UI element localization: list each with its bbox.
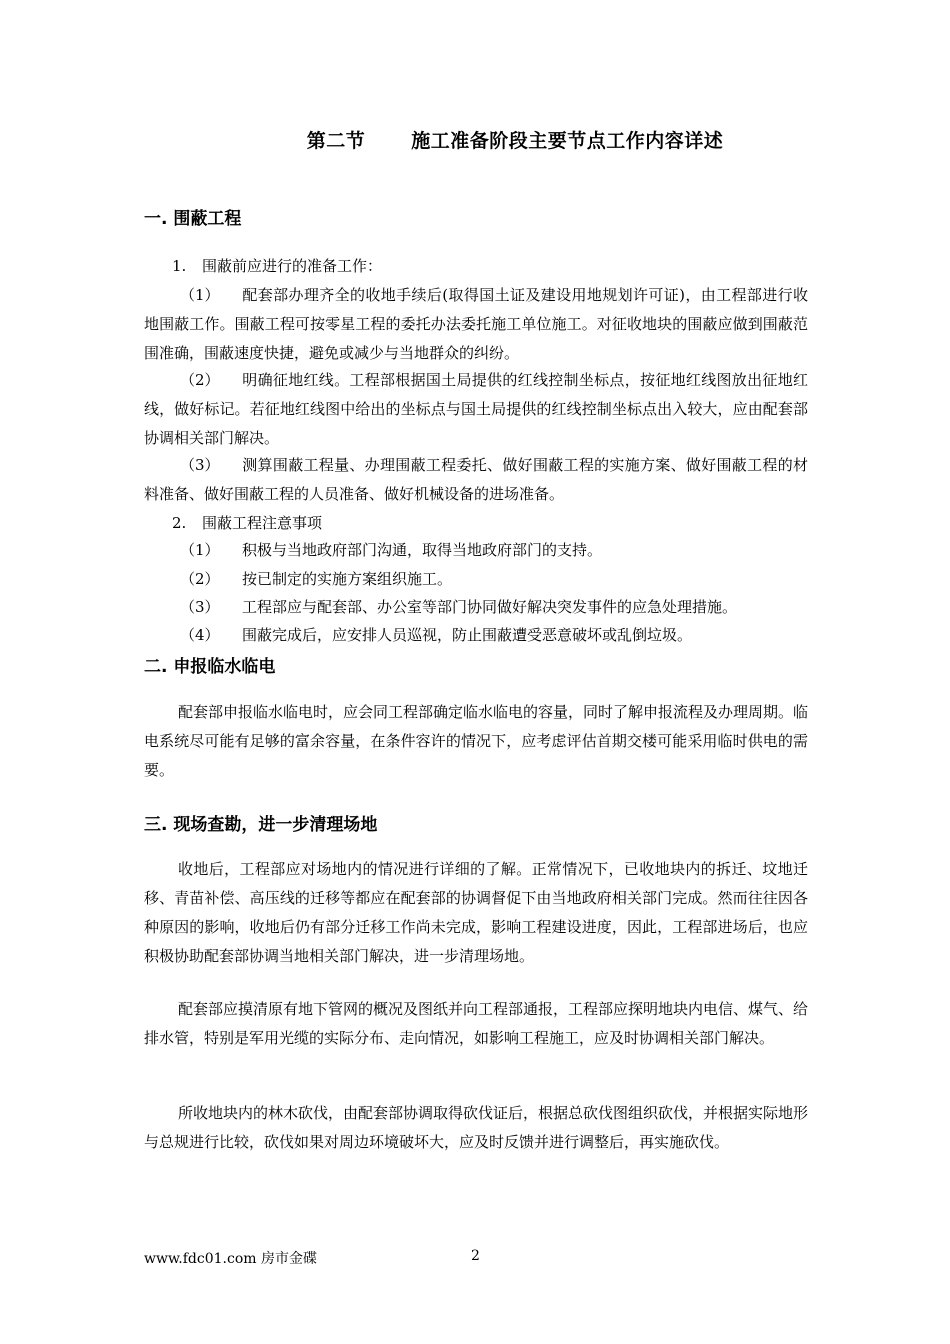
paragraph-site-clearing: 收地后，工程部应对场地内的情况进行详细的了解。正常情况下，已收地块内的拆迁、坟地迁移、青苗补偿、高压线的迁移等都应在配套部的协调督促下由当地政府相关部门完成。然而往往因各种原因的影响，收地后仍有部分迁移工作尚未完成，影响工程建设进度，因此，工程部进场后，也应积极协助配套部协调当地相关部门解决，进一步清理场地。	[144, 860, 808, 965]
item-text: 围蔽工程注意事项	[202, 514, 323, 532]
note-number: （1）	[180, 541, 220, 559]
heading-temporary-utilities: 二. 申报临水临电	[144, 657, 276, 677]
subitem-text: 配套部办理齐全的收地手续后(取得国土证及建设用地规划许可证)，由工程部进行收地围蔽工作。围蔽工程可按零星工程的委托办法委托施工单位施工。对征收地块的围蔽应做到围蔽范围准确，围蔽速度快捷，避免或减少与当地群众的纠纷。	[144, 286, 808, 362]
item-1	[172, 255, 382, 276]
note-text: 工程部应与配套部、办公室等部门协同做好解决突发事件的应急处理措施。	[242, 598, 738, 616]
page-title	[0, 126, 950, 153]
item-2	[172, 512, 322, 533]
paragraph-utilities: 配套部申报临水临电时，应会同工程部确定临水临电的容量，同时了解申报流程及办理周期。临电系统尽可能有足够的富余容量，在条件容许的情况下，应考虑评估首期交楼可能采用临时供电的需要。	[144, 703, 809, 779]
item-number: 1.	[172, 257, 187, 275]
subitem-1-1	[144, 281, 808, 368]
subitem-1-3	[144, 451, 808, 509]
subitem-text: 明确征地红线。工程部根据国土局提供的红线控制坐标点，按征地红线图放出征地红线，做好标记。若征地红线图中给出的坐标点与国土局提供的红线控制坐标点出入较大，应由配套部协调相关部门解决。	[144, 371, 808, 447]
item-text: 围蔽前应进行的准备工作：	[202, 257, 383, 275]
subitem-number: （1）	[180, 286, 220, 304]
note-text: 围蔽完成后，应安排人员巡视，防止围蔽遭受恶意破坏或乱倒垃圾。	[242, 626, 693, 644]
subitem-number: （3）	[180, 456, 220, 474]
section-title: 施工准备阶段主要节点工作内容详述	[411, 130, 724, 152]
page-number: 2	[471, 1248, 480, 1264]
note-text: 积极与当地政府部门沟通，取得当地政府部门的支持。	[242, 541, 603, 559]
subitem-number: （2）	[180, 371, 220, 389]
note-4	[144, 621, 808, 650]
subitem-text: 测算围蔽工程量、办理围蔽工程委托、做好围蔽工程的实施方案、做好围蔽工程的材料准备、做好围蔽工程的人员准备、做好机械设备的进场准备。	[144, 456, 808, 503]
paragraph-pipelines: 配套部应摸清原有地下管网的概况及图纸并向工程部通报，工程部应探明地块内电信、煤气、给排水管，特别是军用光缆的实际分布、走向情况，如影响工程施工，应及时协调相关部门解决。	[144, 1000, 809, 1047]
section-number: 第二节	[306, 130, 366, 152]
subitem-1-2	[144, 366, 808, 453]
footer-site: www.fdc01.com 房市金碟	[144, 1251, 317, 1267]
note-number: （3）	[180, 598, 220, 616]
heading-enclosure-works: 一. 围蔽工程	[144, 209, 242, 229]
heading-site-survey: 三. 现场查勘，进一步清理场地	[144, 815, 378, 835]
note-3	[144, 593, 808, 622]
note-2	[144, 565, 808, 594]
note-number: （2）	[180, 570, 220, 588]
note-text: 按已制定的实施方案组织施工。	[242, 570, 453, 588]
paragraph-tree-felling: 所收地块内的林木砍伐，由配套部协调取得砍伐证后，根据总砍伐图组织砍伐，并根据实际地形与总规进行比较，砍伐如果对周边环境破坏大，应及时反馈并进行调整后，再实施砍伐。	[144, 1104, 809, 1151]
note-number: （4）	[180, 626, 220, 644]
note-1	[144, 536, 808, 565]
item-number: 2.	[172, 514, 187, 532]
